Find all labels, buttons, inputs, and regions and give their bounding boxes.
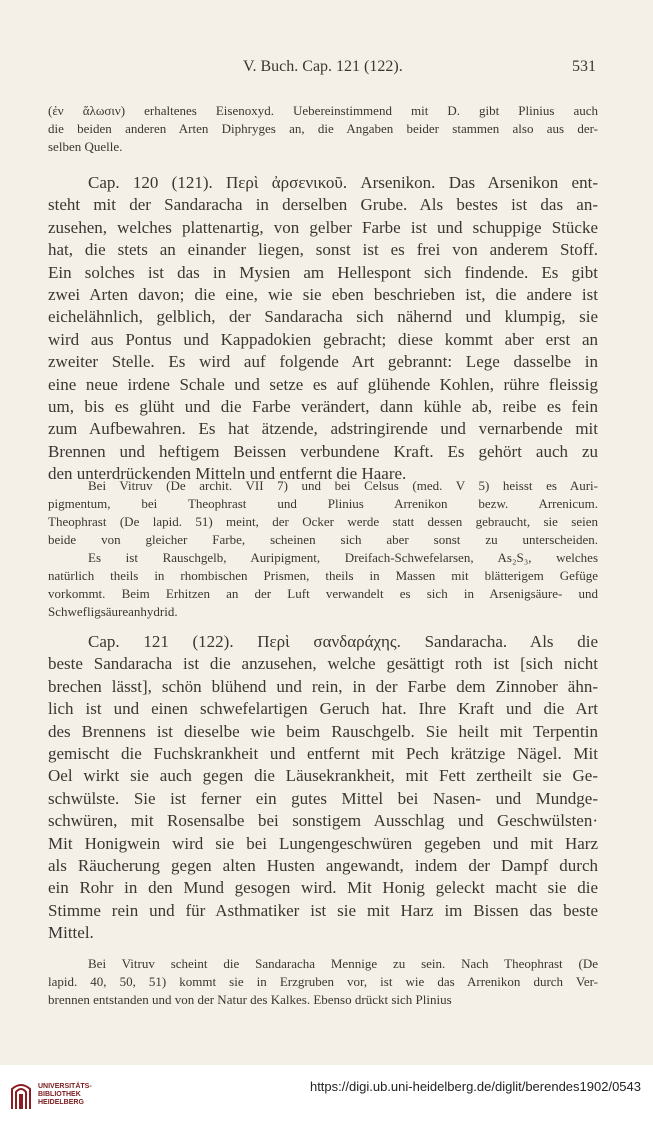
text-line: Bei Vitruv scheint die Sandaracha Mennige zu sein. Nach Theophrast (De [88,956,598,971]
chapter-120-paragraph [48,173,598,486]
logo-line-2: BIBLIOTHEK [38,1091,81,1098]
text-line: vorkommt. Beim Erhitzen an der Luft verwandelt es sich in Arsenigsäure- und [48,586,598,601]
text-line: schwülste. Sie ist ferner ein gutes Mittel bei Nasen- und Mundge- [48,788,598,808]
header-title: V. Buch. Cap. 121 (122). [243,58,403,75]
text-line: zweiter Stelle. Es wird auf folgende Art gebrannt: Lege dasselbe in [48,352,598,372]
text-line: zwei Arten davon; die eine, wie sie eben beschrieben ist, die andere ist [48,284,598,304]
text-line: schwüren, mit Rosensalbe bei sonstigem Ausschlag und Geschwülsten· [48,811,598,831]
text-line: beste Sandaracha ist die anzusehen, welche gesättigt roth ist [sich nicht [48,654,598,674]
text-line: eine neue irdene Schale und setze es auf glühende Kohlen, rühre fleissig [48,374,598,394]
text-line: ein Rohr in den Mund gesogen wird. Mit Honig geleckt macht sie die [48,878,598,898]
text-line: gemischt die Fuchskrankheit und entfernt mit Pech krätzige Nägel. Mit [48,743,598,763]
footer-bar [0,1065,653,1121]
text-line: Brennen und heftigem Beissen verbundene Kraft. Es gehört auch zu [48,441,598,461]
text-line: steht mit der Sandaracha in derselben Grube. Als bestes ist das an- [48,195,598,215]
note-paragraph-1 [48,103,598,157]
text-line: Ein solches ist das in Mysien am Hellespont sich findende. Es gibt [48,262,598,282]
text-line: Cap. 121 (122). Περὶ σανδαράχης. Sandaracha. Als die [88,632,598,651]
text-line: Cap. 120 (121). Περὶ ἀρσενικοῦ. Arsenikon. Das Arsenikon ent- [88,173,598,192]
text-line: lapid. 40, 50, 51) kommt sie in Erzgruben vor, ist wie das Arrenikon durch Ver- [48,974,598,989]
text-line: natürlich theils in rhombischen Prismen, theils in Massen mit blätterigem Gefüge [48,568,598,583]
text-line: selben Quelle. [48,139,123,154]
text-line: pigmentum, bei Theophrast und Plinius Arrenikon bezw. Arrenicum. [48,496,598,511]
source-url-link[interactable]: https://digi.ub.uni-heidelberg.de/diglit/berendes1902/0543 [309,1079,641,1094]
running-header [48,58,600,80]
text-line: brennen entstanden und von der Natur des Kalkes. Ebenso drückt sich Plinius [48,992,452,1007]
note-arsenikon [48,478,598,622]
library-logo-text [38,1083,92,1107]
text-line: die beiden anderen Arten Diphryges an, die Angaben beider stammen also aus der- [48,121,598,136]
text-line: Stimme rein und für Asthmatiker ist sie mit Harz im Bissen das beste [48,900,598,920]
text-line: als Räucherung gegen alten Husten angewandt, indem der Dampf durch [48,855,598,875]
text-line: wird aus Pontus und Kappadokien gebracht; diese kommt aber erst an [48,329,598,349]
text-line: zusehen, welches plattenartig, von gelber Farbe ist und schuppige Stücke [48,217,598,237]
text-line: hat, die stets an einander liegen, sonst ist es frei von anderem Stoff. [48,240,598,260]
chapter-121-paragraph [48,632,598,945]
text-line: Es ist Rauschgelb, Auripigment, Dreifach-Schwefelarsen, As₂S₃, welches [88,550,598,565]
text-line: eichelähnlich, gelblich, der Sandaracha sich nähernd und klumpig, sie [48,307,598,327]
logo-line-1: UNIVERSITÄTS- [38,1083,92,1090]
text-line: brechen lässt], schön blühend und rein, in der Farbe dem Zinnober ähn- [48,676,598,696]
text-line: Mit Honigwein wird sie bei Lungengeschwüren gegeben und mit Harz [48,833,598,853]
text-line: Theophrast (De lapid. 51) meint, der Ocker werde statt dessen gebraucht, sie seien [48,514,598,529]
text-line: Oel wirkt sie auch gegen die Läusekrankheit, mit Fett zertheilt sie Ge- [48,766,598,786]
text-line: Mittel. [48,923,94,943]
page-number: 531 [572,58,596,75]
text-line: des Brennens ist dieselbe wie beim Rauschgelb. Sie heilt mit Terpentin [48,721,598,741]
text-line: Bei Vitruv (De archit. VII 7) und bei Celsus (med. V 5) heisst es Auri- [88,478,598,493]
text-line: beide von gleicher Farbe, scheinen sich aber sonst zu unterscheiden. [48,532,598,547]
text-line: zum Aufbewahren. Es hat ätzende, adstringirende und vernarbende mit [48,419,598,439]
text-line: Schwefligsäureanhydrid. [48,604,178,619]
logo-line-3: HEIDELBERG [38,1099,84,1106]
text-line: den unterdrückenden Mitteln und entfernt die Haare. [48,464,407,484]
text-line: (ἐν ἅλωσιν) erhaltenes Eisenoxyd. Uebereinstimmend mit D. gibt Plinius auch [48,103,598,118]
text-line: lich ist und einen schwefelartigen Geruch hat. Ihre Kraft und die Art [48,699,598,719]
note-sandaracha [48,956,598,1010]
university-library-logo-icon [8,1079,34,1111]
text-line: um, bis es glüht und die Farbe verändert, dann kühle ab, reibe es fein [48,396,598,416]
